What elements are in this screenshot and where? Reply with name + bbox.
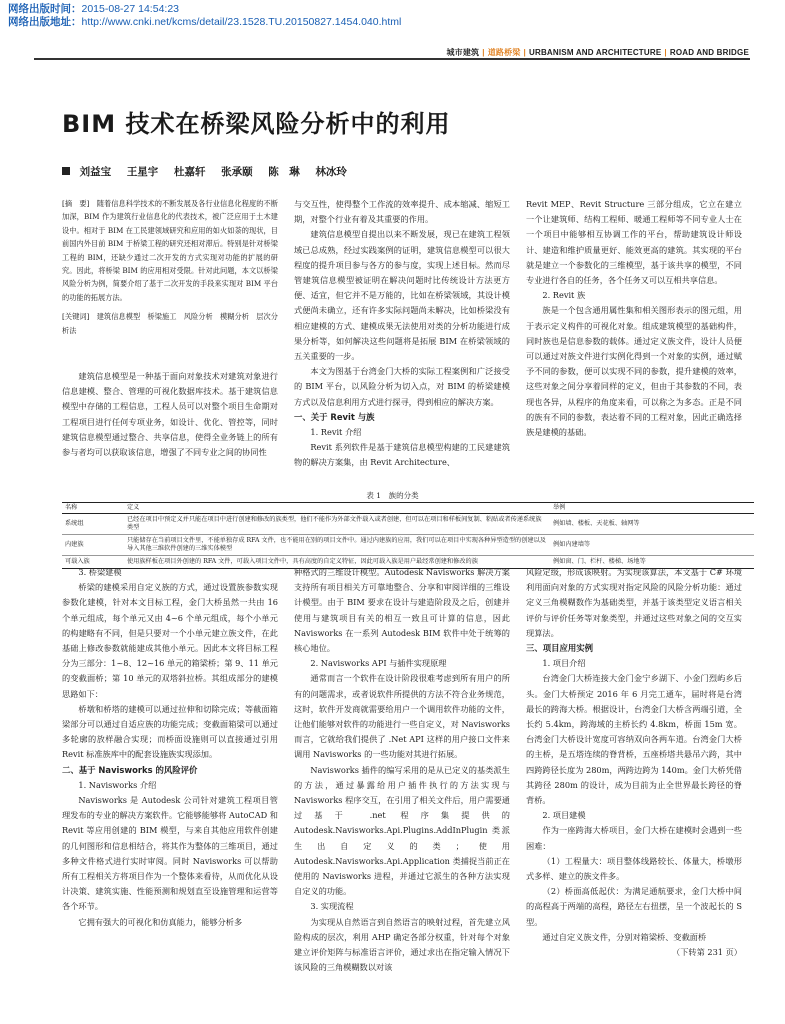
paragraph: 桥梁的建模采用自定义族的方式，通过设置族参数实现参数化建模，针对本文目标工程，金门大桥虽然一共由 16 个单元组成，每个单元又由 4~6 个单元组成，每个小单元的构建略有不同，但是只要对一个小单元建立族文件，在此基础上修改参数就能建成其他小单元。因此本文将目标工程分为三部分：1~8、12~16 单元的箱梁桥；第 9、11 单元的变截面桥；第 10 单元的双塔斜拉桥。其组成部分的建模思路如下：: [62, 582, 278, 699]
author-name: 林冰玲: [315, 166, 347, 178]
subsection-heading: 2. Revit 族: [542, 290, 586, 301]
column-5: [294, 565, 510, 975]
table-header-row: [62, 503, 754, 514]
table-cell: 已经在项目中预定义并只能在项目中进行创建和修改的族类型，他们不能作为外部文件载入或者创建，但可以在项目和样板间复制、粘贴或者传递系统族类型: [124, 514, 550, 535]
column-1: [62, 197, 278, 460]
table-cell: 内建族: [62, 535, 124, 556]
subsection-heading: 2. Navisworks API 与插件实现原理: [310, 658, 447, 669]
subsection-heading: 1. Navisworks 介绍: [78, 779, 157, 790]
paragraph: Revit 系列软件是基于建筑信息模型构建的工民建建筑物的解决方案集，由 Revit Architecture、: [294, 442, 510, 468]
paper-title: BIM 技术在桥梁风险分析中的利用: [62, 110, 451, 138]
paragraph: 风险定级，形成该映射。为实现该算法，本文基于 C# 环境利用面向对象的方式实现对指定风险的风险分析功能：通过定义三角模糊数作为基础类型，并基于该类型定义语言相关评价与评价任务等对象类型，并通过这些对象之间的交互实现算法。: [526, 567, 742, 638]
author-list: [62, 164, 359, 179]
paragraph: Navisworks 插件的编写采用的是从已定义的基类派生的方法，通过暴露给用户插件执行的方法实现与 Navisworks 程序交互，在引用了相关文件后，用户需要通过基于 .net 程序集提供的 Autodesk.Navisworks.Api.Plugins.AddInPlugin 类派生出自定义的类；使用 Autodesk.Navisworks.Api.Application 类捕捉当前正在使用的 Navisworks 进程，并通过它派生的各种方法实现自定义的功能。: [294, 764, 510, 897]
table-cell: 只能储存在当前项目文件里，不能单独存成 RFA 文件，也不能用在别的项目文件中。通过内建族的应用，我们可以在项目中实现各种异型造型的创建以及导入其他三维软件创建的三维实体模型: [124, 535, 550, 556]
table-cell: 例如窗、门、栏杆、楼梯、场地等: [550, 556, 754, 569]
keywords: [关键词] 建筑信息模型 桥梁施工 风险分析 模糊分析 层次分析法: [62, 312, 278, 335]
table-row: [62, 535, 754, 556]
paragraph: 为实现从自然语言到自然语言的映射过程，首先建立风险构成的层次，利用 AHP 确定各部分权重，针对每个对象建立评价矩阵与标准语言评价，通过求出在指定输入情况下该风险的三角模糊数以对该: [294, 916, 510, 973]
family-classification-table: [62, 502, 754, 569]
paragraph: 它拥有强大的可视化和仿真能力，能够分析多: [78, 916, 243, 927]
column-3: [526, 197, 742, 440]
paragraph: 族是一个包含通用属性集和相关图形表示的图元组，用于表示定义构件的可视化对象。组成建筑模型的基础构件，同时族也是信息参数的载体。通过定义族文件，设计人员便可以通过对族文件进行实例化得到一个对象的实例，通过赋予不同的参数，便可以实现不同的参数，提升建模的效率，这些对象之间分享着同样的定义，但由于其参数的不同，表现也各异，从程序的角度来看，可以称之为多态。正是不同的族有不同的参数，表达着不同的工程对象，因此正确选择族是建模的基础。: [526, 305, 742, 438]
section-heading: 三、项目应用实例: [526, 643, 593, 654]
paragraph: 作为一座跨海大桥项目，金门大桥在建模时会遇到一些困难：: [526, 825, 742, 851]
author-name: 杜嘉轩: [173, 166, 206, 178]
table-header-cell: 名称: [62, 503, 124, 514]
subsection-heading: 1. 项目介绍: [542, 658, 586, 669]
paragraph: （2）桥面高低起伏：为满足通航要求，金门大桥中间的高程高于两端的高程，路径左右扭摆，呈一个波起长的 S 型。: [526, 886, 742, 927]
table-row: [62, 514, 754, 535]
paragraph: 建筑信息模型自提出以来不断发展，现已在建筑工程领域已总成熟，经过实践案例的证明，建筑信息模型可以很大程度的提升项目参与各方的参与度，实现上述目标。然而尽管建筑信息模型被证明在解决问题时比传统设计方法更方便、适宜，但它并不是万能的，比如在桥梁领域，其设计模式便尚未确立，还有许多实际问题尚未解决，比如桥梁没有相应建模的方式、建模成果无法使用对类的分析功能进行成果分析等，如何解决这些问题将是拓展 BIM 在桥梁领域的五关重要的一步。: [294, 229, 510, 362]
paragraph: （1）工程量大：项目整体线路较长、体量大，桥墩形式多样、建立的族文件多。: [526, 855, 742, 882]
paragraph: Navisworks 是 Autodesk 公司针对建筑工程项目管理发布的专业的解决方案软件。它能够能够将 AutoCAD 和 Revit 等应用创建的 BIM 模型，与来自其他应用软件创建的几何图形和信息相结合，将其作为整体的三维项目，通过多种文件格式进行实时审阅。同时 Navisworks 可以帮助所有工程相关方将项目作为一个整体来看待，从而优化从设计决策、建筑实施、性能预测和规划直至设施管理和运营等各个环节。: [62, 795, 278, 912]
abstract: [摘 要] 随着信息科学技术的不断发展及各行业信息化程度的不断加深，BIM 作为建筑行业信息化的代表技术，被广泛应用于土木建设中。相对于 BIM 在工民建领域研究和应用的如火如荼的现状，目前国内外目前 BIM 于桥梁工程的研究还相对滞后。特别是针对桥梁工程的 BIM，还缺少通过二次开发的方式实现对功能的扩展的研究。因此，将桥梁 BIM 的应用相对受限。针对此问题，本文以桥梁风险分析为例，简要介绍了基于二次开发的手段来实现对 BIM 平台的功能的拓展方法。: [62, 199, 278, 302]
publication-time: 网络出版时间：2015-08-27 14:54:23: [8, 3, 179, 15]
author-name: 陈 琳: [268, 166, 300, 178]
table-cell: 使用族样板在项目外创建的 RFA 文件，可载入项目文件中，具有高度的自定义特征，因此可载入族是用户最经常创建和修改的族: [124, 556, 550, 569]
section-heading: 二、基于 Navisworks 的风险评价: [62, 764, 198, 775]
paragraph: 台湾金门大桥连接大金门金宁乡湖下、小金门烈屿乡后头。金门大桥预定 2016 年 6 月完工通车，届时将是台湾最长的跨海大桥。根据设计，台湾金门大桥含两端引道，全长约 5.4km，跨海域的主桥长约 4.8km，桥面 15m 宽。台湾金门大桥设计宽度可容纳双向各两车道。台湾金门大桥的主桥，是五塔连续的脊背桥，五座桥塔共悬吊六跨，其中四跨跨径长度为 280m，两跨边跨为 140m。金门大桥凭借其跨径 280m 的设计，成为目前为止全世界最长跨径的脊背桥。: [526, 673, 742, 806]
table-cell: 例如墙、楼板、天花板、轴网等: [550, 514, 754, 535]
paragraph: 本文为图基于台湾金门大桥的实际工程案例和广泛接受的 BIM 平台，以风险分析为切入点，对 BIM 的桥梁建模方式以及信息利用方式进行探寻，得到相应的解决方案。: [294, 366, 510, 407]
table-caption: 表 1 族的分类: [366, 491, 419, 500]
paragraph: 通常而言一个软件在设计阶段很难考虑到所有用户的所有的问题需求，或者说软件所提供的方法不符合业务规范，这时，软件开发商就需要给用户一个调用软件功能的文件，让他们能够对软件的功能进行一些自定义，对 Navisworks 而言，它就给我们提供了 .Net API 这样的用户接口文件来调用 Navisworks 的一些功能对其进行拓展。: [294, 673, 510, 760]
author-name: 王星宇: [126, 166, 159, 178]
subsection-heading: 3. 实现流程: [310, 901, 354, 912]
author-name: 张承颐: [221, 166, 253, 178]
column-4: [62, 565, 278, 930]
header-divider: [34, 58, 750, 60]
paragraph: Revit MEP、Revit Structure 三部分组成，它立在建立一个让建筑师、结构工程师、暖通工程师等不同专业人士在一个项目中能够相互协调工作的平台，帮助建筑设计师设计、建造和维护质量更好、能效更高的建筑。其实现的平台就是建立一个参数化的三维模型，基于该共享的模型，不同专业进行各自的任务，各个任务又可以互相共享信息。: [526, 199, 742, 286]
publication-url-link[interactable]: http://www.cnki.net/kcms/detail/23.1528.TU.20150827.1454.040.html: [81, 16, 402, 28]
section-header: 城市建筑 | 道路桥梁 | URBANISM AND ARCHITECTURE | ROAD AND BRIDGE: [446, 48, 749, 57]
table-header-cell: 定义: [124, 503, 550, 514]
paragraph: 建筑信息模型是一种基于面向对象技术对建筑对象进行信息建模、整合、管理的可视化数据库技术。基于建筑信息模型中存储的工程信息，工程人员可以对整个项目生命期对工程项目进行任何专项业务，如设计、优化、管控等，同时建筑信息模型通过整合、共享信息，使得全业务链上的所有参与者均可以获取该信息，增强了不同专业之间的协同性: [62, 371, 278, 458]
table-cell: 系统组: [62, 514, 124, 535]
subsection-heading: 2. 项目建模: [542, 810, 586, 821]
paragraph: 通过自定义族文件，分别对箱梁桥、变截面桥: [542, 931, 707, 942]
column-2: [294, 197, 510, 471]
paragraph: 种格式的三维设计模型。Autodesk Navisworks 解决方案支持所有项目相关方可靠地整合、分享和审阅详细的三维设计模型。由于 BIM 要求在设计与建造阶段及之后，创建并使用与建筑项目有关的相互一致且可计算的信息，因此 Navisworks 在一系列 Autodesk BIM 软件中处于统筹的核心地位。: [294, 567, 510, 654]
table-cell: 例如内建墙等: [550, 535, 754, 556]
author-name: 刘益宝: [79, 166, 112, 178]
square-bullet-icon: [62, 167, 70, 175]
continued-note: （下转第 231 页）: [672, 947, 742, 958]
subsection-heading: 3. 桥梁建模: [78, 567, 122, 577]
publication-address: 网络出版地址：http://www.cnki.net/kcms/detail/23.1528.TU.20150827.1454.040.html: [8, 16, 402, 28]
subsection-heading: 1. Revit 介绍: [310, 427, 362, 438]
paragraph: 桥墩和桥塔的建模可以通过拉伸和切除完成；等截面箱梁部分可以通过自适应族的功能完成；变截面箱梁可以通过多轮廓的放样融合实现；而桥面设施则可以直接通过引用 Revit 标准族库中的配套设施族实现添加。: [62, 703, 278, 760]
column-6: [526, 565, 742, 960]
publication-info: [8, 3, 401, 29]
section-heading: 一、关于 Revit 与族: [294, 411, 375, 422]
paragraph: 与交互性，使得整个工作流的效率提升、成本缩减、缩短工期，对整个行业有着及其重要的作用。: [294, 199, 510, 225]
table-cell: 可载入族: [62, 556, 124, 569]
table-header-cell: 举例: [550, 503, 754, 514]
